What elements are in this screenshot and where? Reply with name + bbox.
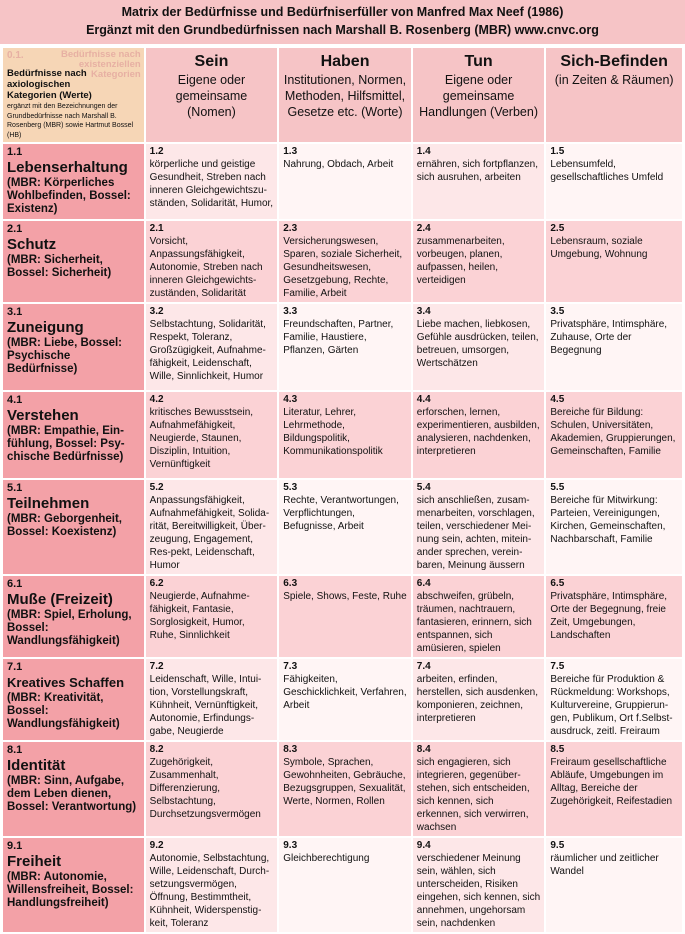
satisfier-cell bbox=[413, 659, 545, 740]
satisfier-cell bbox=[146, 742, 278, 836]
satisfier-text: erforschen, lernen, experimentieren, ausbilden, analysieren, nachdenken, interpretieren bbox=[416, 407, 540, 457]
column-header-haben bbox=[279, 48, 411, 142]
column-name: Haben bbox=[320, 53, 370, 70]
satisfier-number: 8.2 bbox=[149, 744, 164, 755]
column-name: Sein bbox=[194, 53, 229, 70]
satisfier-number: 2.3 bbox=[283, 223, 298, 234]
need-category-cell bbox=[3, 659, 144, 740]
satisfier-number: 7.4 bbox=[416, 661, 431, 672]
satisfier-text: Liebe machen, liebkosen, Gefühle ausdrücken, teilen, betreuen, umsorgen, Wertschätzen bbox=[416, 319, 539, 369]
need-number: 4.1 bbox=[7, 394, 23, 406]
satisfier-number: 6.2 bbox=[149, 578, 164, 589]
satisfier-number: 3.3 bbox=[283, 306, 298, 317]
satisfier-number: 7.3 bbox=[283, 661, 298, 672]
matrix-row bbox=[3, 304, 682, 390]
need-name: Zuneigung bbox=[7, 319, 84, 336]
column-name: Sich-Befinden bbox=[560, 53, 668, 70]
satisfier-cell bbox=[146, 659, 278, 740]
satisfier-cell bbox=[146, 392, 278, 478]
satisfier-cell bbox=[279, 659, 411, 740]
satisfier-cell bbox=[146, 480, 278, 574]
column-sub: Eigene oder gemeinsame Handlungen (Verben) bbox=[419, 73, 538, 119]
need-number: 2.1 bbox=[7, 223, 23, 235]
matrix-row bbox=[3, 221, 682, 302]
title-line-1: Matrix der Bedürfnisse und Bedürfniserfüller von Manfred Max Neef (1986) bbox=[121, 5, 564, 19]
matrix-row bbox=[3, 838, 682, 932]
satisfier-cell bbox=[546, 392, 682, 478]
satisfier-text: sich engagieren, sich integrieren, gegenüber-stehen, sich entscheiden, sich kennen, sich erkennen, sich verwirren, wachsen bbox=[416, 757, 530, 833]
need-name: Freiheit bbox=[7, 853, 62, 870]
satisfier-text: abschweifen, grübeln, träumen, nachtrauern, fantasieren, erinnern, sich entspannen, sich amüsieren, spielen bbox=[416, 591, 532, 654]
satisfier-text: räumlicher und zeitlicher Wandel bbox=[550, 853, 659, 877]
satisfier-number: 3.2 bbox=[149, 306, 164, 317]
need-category-cell bbox=[3, 221, 144, 302]
satisfier-text: Fähigkeiten, Geschicklichkeit, Verfahren, Arbeit bbox=[283, 674, 407, 711]
column-header-tun bbox=[413, 48, 545, 142]
satisfier-cell bbox=[279, 576, 411, 657]
satisfier-number: 9.3 bbox=[283, 840, 298, 851]
need-category-cell bbox=[3, 392, 144, 478]
satisfier-text: zusammenarbeiten, vorbeugen, planen, aufpassen, heilen, verteidigen bbox=[416, 236, 505, 286]
satisfier-number: 5.3 bbox=[283, 482, 298, 493]
satisfier-cell bbox=[146, 838, 278, 932]
satisfier-number: 9.5 bbox=[550, 840, 565, 851]
satisfier-text: Privatsphäre, Intimsphäre, Zuhause, Orte der Begegnung bbox=[550, 319, 668, 356]
satisfier-text: Zugehörigkeit, Zusammenhalt, Differenzierung, Selbstachtung, Durchsetzungsvermögen bbox=[149, 757, 261, 820]
satisfier-cell bbox=[279, 742, 411, 836]
need-subtitle: (MBR: Sicherheit, Bossel: Sicherheit) bbox=[7, 254, 112, 279]
need-category-cell bbox=[3, 480, 144, 574]
satisfier-text: Bereiche für Mitwirkung: Parteien, Vereinigungen, Kirchen, Gemeinschaften, Nachbarschaft, Familie bbox=[550, 495, 666, 545]
column-sub: Eigene oder gemeinsame (Nomen) bbox=[175, 73, 248, 119]
matrix-row bbox=[3, 144, 682, 219]
satisfier-text: Bereiche für Produktion & Rückmeldung: Workshops, Kulturvereine, Gruppierun-gen, Publikum, Ort f.Selbst-ausdruck, zeitl. Freiraum bbox=[550, 674, 673, 737]
satisfier-text: Leidenschaft, Wille, Intui-tion, Vorstellungskraft, Kühnheit, Vernünftigkeit, Autonomie, Erfindungs-gabe, Neugierde bbox=[149, 674, 262, 737]
satisfier-cell bbox=[413, 392, 545, 478]
satisfier-number: 1.3 bbox=[283, 146, 298, 157]
satisfier-cell bbox=[279, 480, 411, 574]
satisfier-number: 3.5 bbox=[550, 306, 565, 317]
need-name: Identität bbox=[7, 757, 66, 774]
satisfier-cell bbox=[546, 659, 682, 740]
satisfier-text: Freundschaften, Partner, Familie, Haustiere, Pflanzen, Gärten bbox=[283, 319, 394, 356]
satisfier-number: 4.2 bbox=[149, 394, 164, 405]
title-bar bbox=[0, 0, 685, 44]
satisfier-text: Gleichberechtigung bbox=[283, 853, 370, 864]
satisfier-text: Bereiche für Bildung: Schulen, Universitäten, Akademien, Gruppierungen, Gemeinschaften, Familie bbox=[550, 407, 676, 457]
satisfier-number: 1.2 bbox=[149, 146, 164, 157]
satisfier-text: sich anschließen, zusam-menarbeiten, vorschlagen, teilen, verschiedener Mei-nung sein, achten, mitein-ander sprechen, verein-baren, Meinung äussern bbox=[416, 495, 535, 571]
title-line-2: Ergänzt mit den Grundbedürfnissen nach Marshall B. Rosenberg (MBR) www.cnvc.org bbox=[86, 23, 599, 37]
satisfier-cell bbox=[413, 576, 545, 657]
satisfier-number: 4.5 bbox=[550, 394, 565, 405]
need-subtitle: (MBR: Autonomie, Willensfreiheit, Bossel: Handlungsfreiheit) bbox=[7, 871, 134, 909]
satisfier-cell bbox=[546, 576, 682, 657]
satisfier-cell bbox=[146, 221, 278, 302]
satisfier-text: Autonomie, Selbstachtung, Wille, Leidenschaft, Durch-setzungsvermögen, Öffnung, Bestimmtheit, Kühnheit, Widerspenstig-keit, Toleranz bbox=[149, 853, 270, 929]
need-number: 9.1 bbox=[7, 840, 23, 852]
satisfier-text: ernähren, sich fortpflanzen, sich ausruhen, arbeiten bbox=[416, 159, 538, 183]
existential-label: Bedürfnisse nach existenziellen Kategorien bbox=[60, 49, 141, 80]
need-name: Teilnehmen bbox=[7, 495, 90, 512]
matrix-row bbox=[3, 659, 682, 740]
satisfier-cell bbox=[413, 304, 545, 390]
satisfier-text: Rechte, Verantwortungen, Verpflichtungen, Befugnisse, Arbeit bbox=[283, 495, 399, 532]
satisfier-cell bbox=[146, 304, 278, 390]
need-name: Lebenserhaltung bbox=[7, 159, 128, 176]
need-number: 6.1 bbox=[7, 578, 23, 590]
satisfier-number: 5.2 bbox=[149, 482, 164, 493]
satisfier-number: 2.5 bbox=[550, 223, 565, 234]
corner-note: ergänzt mit den Bezeichnungen der Grundbedürfnisse nach Marshall B. Rosenberg (MBR) sowie Hartmut Bossel (HB) bbox=[7, 103, 134, 139]
satisfier-cell bbox=[413, 742, 545, 836]
need-category-cell bbox=[3, 304, 144, 390]
satisfier-number: 5.5 bbox=[550, 482, 565, 493]
matrix-row bbox=[3, 480, 682, 574]
axiological-label: Bedürfnisse nach axiologischen Kategorien (Werte) bbox=[7, 68, 92, 101]
satisfier-text: Neugierde, Aufnahme-fähigkeit, Fantasie, Sorglosigkeit, Humor, Ruhe, Sinnlichkeit bbox=[149, 591, 250, 641]
need-name: Kreatives Schaffen bbox=[7, 675, 125, 690]
satisfier-number: 9.4 bbox=[416, 840, 431, 851]
satisfier-cell bbox=[546, 480, 682, 574]
satisfier-number: 8.3 bbox=[283, 744, 298, 755]
satisfier-text: Nahrung, Obdach, Arbeit bbox=[283, 159, 394, 170]
need-number: 7.1 bbox=[7, 661, 23, 673]
need-subtitle: (MBR: Sinn, Aufgabe, dem Leben dienen, Bossel: Verantwortung) bbox=[7, 775, 137, 813]
need-subtitle: (MBR: Spiel, Erholung, Bossel: Wandlungsfähigkeit) bbox=[7, 609, 132, 647]
satisfier-cell bbox=[279, 304, 411, 390]
satisfier-number: 4.4 bbox=[416, 394, 431, 405]
column-name: Tun bbox=[464, 53, 493, 70]
satisfier-number: 7.2 bbox=[149, 661, 164, 672]
column-header-sich-befinden bbox=[546, 48, 682, 142]
satisfier-number: 8.5 bbox=[550, 744, 565, 755]
need-subtitle: (MBR: Geborgenheit, Bossel: Koexistenz) bbox=[7, 513, 122, 538]
corner-number: 0.1. bbox=[7, 50, 24, 61]
satisfier-cell bbox=[546, 838, 682, 932]
satisfier-cell bbox=[146, 144, 278, 219]
corner-cell bbox=[3, 48, 144, 142]
satisfier-cell bbox=[413, 480, 545, 574]
need-number: 5.1 bbox=[7, 482, 23, 494]
satisfier-cell bbox=[413, 838, 545, 932]
satisfier-text: körperliche und geistige Gesundheit, Streben nach inneren Gleichgewichtszu-ständen, Solidarität, Humor, bbox=[149, 159, 274, 209]
satisfier-number: 3.4 bbox=[416, 306, 431, 317]
matrix-row bbox=[3, 392, 682, 478]
need-subtitle: (MBR: Liebe, Bossel: Psychische Bedürfnisse) bbox=[7, 337, 123, 375]
need-subtitle: (MBR: Empathie, Ein-fühlung, Bossel: Psy-chische Bedürfnisse) bbox=[7, 425, 125, 463]
satisfier-text: Spiele, Shows, Feste, Ruhe bbox=[283, 591, 407, 602]
need-name: Schutz bbox=[7, 236, 57, 253]
satisfier-text: arbeiten, erfinden, herstellen, sich ausdenken, komponieren, zeichnen, interpretieren bbox=[416, 674, 538, 724]
need-number: 1.1 bbox=[7, 146, 23, 158]
need-category-cell bbox=[3, 576, 144, 657]
satisfier-number: 2.1 bbox=[149, 223, 164, 234]
satisfier-number: 1.5 bbox=[550, 146, 565, 157]
need-category-cell bbox=[3, 144, 144, 219]
matrix-row bbox=[3, 576, 682, 657]
satisfier-text: Freiraum gesellschaftliche Abläufe, Umgebungen im Alltag, Bereiche der Zugehörigkeit, Reifestadien bbox=[550, 757, 673, 807]
satisfier-text: Privatsphäre, Intimsphäre, Orte der Begegnung, freie Zeit, Umgebungen, Landschaften bbox=[550, 591, 668, 641]
satisfier-text: kritisches Bewusstsein, Aufnahmefähigkeit, Neugierde, Staunen, Disziplin, Intuition, Vernünftigkeit bbox=[149, 407, 254, 470]
satisfier-cell bbox=[279, 144, 411, 219]
need-name: Muße (Freizeit) bbox=[7, 591, 113, 608]
satisfier-text: Lebensraum, soziale Umgebung, Wohnung bbox=[550, 236, 648, 260]
satisfier-number: 6.3 bbox=[283, 578, 298, 589]
need-number: 3.1 bbox=[7, 306, 23, 318]
need-category-cell bbox=[3, 742, 144, 836]
satisfier-text: Vorsicht, Anpassungsfähigkeit, Autonomie, Streben nach inneren Gleichgewichts-zuständen, Solidarität bbox=[149, 236, 263, 299]
satisfier-text: verschiedener Meinung sein, wählen, sich unterscheiden, Risiken eingehen, sich kennen, sich annehmen, ungehorsam sein, nachdenken bbox=[416, 853, 541, 929]
matrix-row bbox=[3, 742, 682, 836]
needs-matrix bbox=[1, 46, 684, 934]
need-subtitle: (MBR: Kreativität, Bossel: Wandlungsfähigkeit) bbox=[7, 692, 120, 730]
need-number: 8.1 bbox=[7, 744, 23, 756]
satisfier-cell bbox=[279, 221, 411, 302]
column-sub: (in Zeiten & Räumen) bbox=[554, 73, 674, 87]
satisfier-cell bbox=[279, 392, 411, 478]
satisfier-cell bbox=[546, 144, 682, 219]
satisfier-text: Symbole, Sprachen, Gewohnheiten, Gebräuche, Bezugsgruppen, Sexualität, Werte, Normen, Rollen bbox=[283, 757, 406, 807]
satisfier-number: 6.5 bbox=[550, 578, 565, 589]
satisfier-cell bbox=[546, 221, 682, 302]
satisfier-number: 2.4 bbox=[416, 223, 431, 234]
need-name: Verstehen bbox=[7, 407, 79, 424]
satisfier-cell bbox=[146, 576, 278, 657]
satisfier-number: 6.4 bbox=[416, 578, 431, 589]
header-row bbox=[3, 48, 682, 142]
satisfier-cell bbox=[413, 144, 545, 219]
satisfier-cell bbox=[279, 838, 411, 932]
satisfier-text: Literatur, Lehrer, Lehrmethode, Bildungspolitik, Kommunikationspolitik bbox=[283, 407, 383, 457]
satisfier-number: 1.4 bbox=[416, 146, 431, 157]
satisfier-number: 9.2 bbox=[149, 840, 164, 851]
satisfier-number: 5.4 bbox=[416, 482, 431, 493]
satisfier-text: Versicherungswesen, Sparen, soziale Sicherheit, Gesundheitswesen, Gesetzgebung, Rechte, Familie, Arbeit bbox=[283, 236, 403, 299]
satisfier-cell bbox=[546, 742, 682, 836]
satisfier-cell bbox=[546, 304, 682, 390]
need-category-cell bbox=[3, 838, 144, 932]
satisfier-text: Lebensumfeld, gesellschaftliches Umfeld bbox=[550, 159, 664, 183]
satisfier-text: Selbstachtung, Solidarität, Respekt, Toleranz, Großzügigkeit, Aufnahme-fähigkeit, Leidenschaft, Wille, Sinnlichkeit, Humor bbox=[149, 319, 266, 382]
satisfier-number: 8.4 bbox=[416, 744, 431, 755]
satisfier-number: 7.5 bbox=[550, 661, 565, 672]
satisfier-number: 4.3 bbox=[283, 394, 298, 405]
need-subtitle: (MBR: Körperliches Wohlbefinden, Bossel: Existenz) bbox=[7, 177, 131, 215]
column-header-sein bbox=[146, 48, 278, 142]
satisfier-cell bbox=[413, 221, 545, 302]
satisfier-text: Anpassungsfähigkeit, Aufnahmefähigkeit, Solida-rität, Bereitwilligkeit, Über-zeugung, Engagement, Res-pekt, Leidenschaft, Humor bbox=[149, 495, 270, 571]
column-sub: Institutionen, Normen, Methoden, Hilfsmittel, Gesetze etc. (Worte) bbox=[283, 73, 407, 119]
